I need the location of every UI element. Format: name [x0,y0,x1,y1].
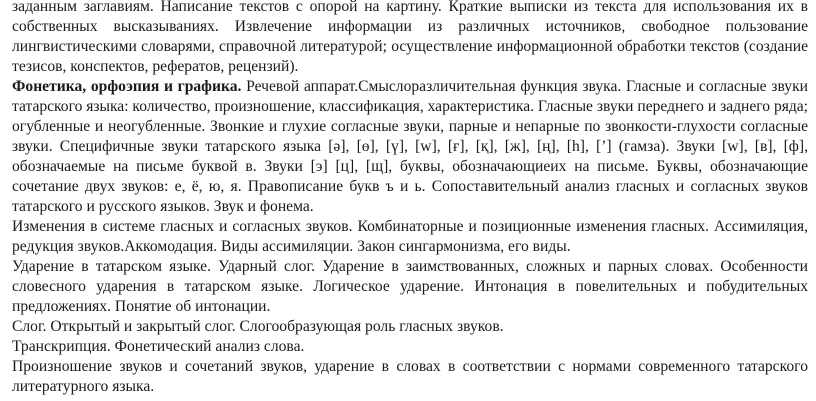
text-line: Изменения в системе гласных и согласных звуков. Комбинаторные и позиционные изменения гласных. Ассимиляция, [12,218,808,235]
text-line: татарского и русского языков. Звук и фонема. [12,198,314,215]
section-heading: Фонетика, орфоэпия и графика. [12,78,242,95]
text-line: тезисов, конспектов, рефератов, рецензий). [12,58,299,75]
text-line: звуки. Специфичные звуки татарского языка [ә], [ө], [ү], [w], [ғ], [қ], [ж], [ң], [һ], [’] (гамза). Звуки [w], [в], [ф], [12,138,808,155]
text-line: предложениях. Понятие об интонации. [12,298,271,315]
text-line: обозначаемые на письме буквой в. Звуки [э] [ц], [щ], буквы, обозначающиеих на письме. Буквы, обозначающие [12,158,808,175]
section-heading-line [12,77,808,97]
text-line: заданным заглавиям. Написание текстов с опорой на картину. Краткие выписки из текста для использования их в [12,0,808,15]
text-line: собственных высказываниях. Извлечение информации из различных источников, свободное пользование [12,18,808,35]
heading-line-text: Речевой аппарат.Смыслоразличительная функция звука. Гласные и согласные звуки [246,78,808,95]
text-line: Слог. Открытый и закрытый слог. Слогообразующая роль гласных звуков. [12,318,504,335]
text-line: редукция звуков.Аккомодация. Виды ассимиляции. Закон сингармонизма, его виды. [12,238,571,255]
text-line: Произношение звуков и сочетаний звуков, ударение в словах в соответствии с нормами современного татарского [12,358,808,375]
text-line: татарского языка: количество, произношение, классификация, характеристика. Гласные звуки переднего и заднего ряда; [12,98,808,115]
text-line: лингвистическими словарями, справочной литературой; осуществление информационной обработки текстов (создание [12,38,808,55]
text-line: Ударение в татарском языке. Ударный слог. Ударение в заимствованных, сложных и парных словах. Особенности [12,258,808,275]
text-line: сочетание двух звуков: е, ё, ю, я. Правописание букв ъ и ь. Сопоставительный анализ гласных и согласных звуков [12,178,808,195]
text-line: Транскрипция. Фонетический анализ слова. [12,338,305,355]
text-line: литературного языка. [12,378,155,395]
text-line: словесного ударения в татарском языке. Логическое ударение. Интонация в повелительных и побудительных [12,278,808,295]
text-line: огубленные и неогубленные. Звонкие и глухие согласные звуки, парные и непарные по звонкости-глухости согласные [12,118,808,135]
